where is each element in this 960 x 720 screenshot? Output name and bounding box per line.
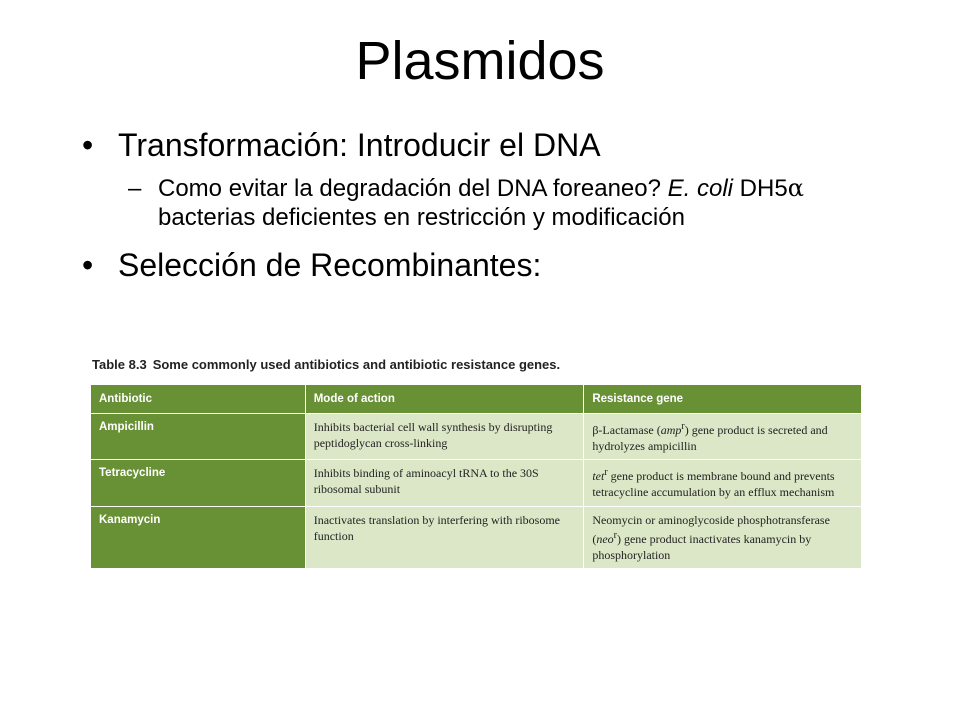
antibiotics-table [90,384,862,569]
gene-superscript: r [681,421,685,432]
bullet-marker: • [82,247,94,283]
bullet-seleccion [82,242,882,288]
cell-gene [584,507,862,569]
table-caption [92,357,560,372]
gene-superscript: r [613,530,617,541]
bullet-list [82,122,882,288]
sub-bullet-marker: – [128,175,142,202]
table-row [91,414,862,460]
table-caption-number: Table 8.3 [92,357,147,372]
bullet-text: Selección de Recombinantes: [118,247,542,283]
cell-gene [584,414,862,460]
alpha-symbol: α [787,174,804,202]
gene-name: tet [592,469,605,483]
cell-antibiotic: Kanamycin [91,507,306,569]
header-antibiotic: Antibiotic [91,385,306,414]
gene-prefix: β-Lactamase ( [592,423,661,437]
table-header-row [91,385,862,414]
table-row [91,507,862,569]
header-mode-of-action: Mode of action [305,385,584,414]
cell-mode: Inhibits binding of aminoacyl tRNA to the 30S ribosomal subunit [305,460,584,507]
cell-antibiotic: Ampicillin [91,414,306,460]
gene-name: amp [660,423,682,437]
gene-suffix: ) gene product inactivates kanamycin by phosphorylation [592,532,812,562]
bullet-transformacion [82,122,882,168]
gene-suffix: ) gene product is secreted and hydrolyzes ampicillin [592,423,828,453]
bullet-marker: • [82,127,94,163]
gene-name: neo [596,532,614,546]
bullet-text: Transformación: Introducir el DNA [118,127,601,163]
cell-gene [584,460,862,507]
gene-prefix: Neomycin or aminoglycoside phosphotransferase ( [592,513,830,546]
sub-text-part1: Como evitar la degradación del DNA foreaneo? [158,175,668,202]
gene-superscript: r [604,467,608,478]
header-resistance-gene: Resistance gene [584,385,862,414]
sub-text-italic: E. coli [667,175,733,202]
cell-mode: Inhibits bacterial cell wall synthesis by disrupting peptidoglycan cross-linking [305,414,584,460]
cell-mode: Inactivates translation by interfering with ribosome function [305,507,584,569]
cell-antibiotic: Tetracycline [91,460,306,507]
sub-text-part2: DH5 [733,175,788,202]
table-row [91,460,862,507]
table-caption-text: Some commonly used antibiotics and antibiotic resistance genes. [152,357,561,372]
sub-text-part3: bacterias deficientes en restricción y modificación [158,204,685,231]
slide-title: Plasmidos [355,31,605,91]
gene-suffix: gene product is membrane bound and prevents tetracycline accumulation by an efflux mechanism [592,469,835,499]
sub-bullet-degradacion [82,174,882,232]
